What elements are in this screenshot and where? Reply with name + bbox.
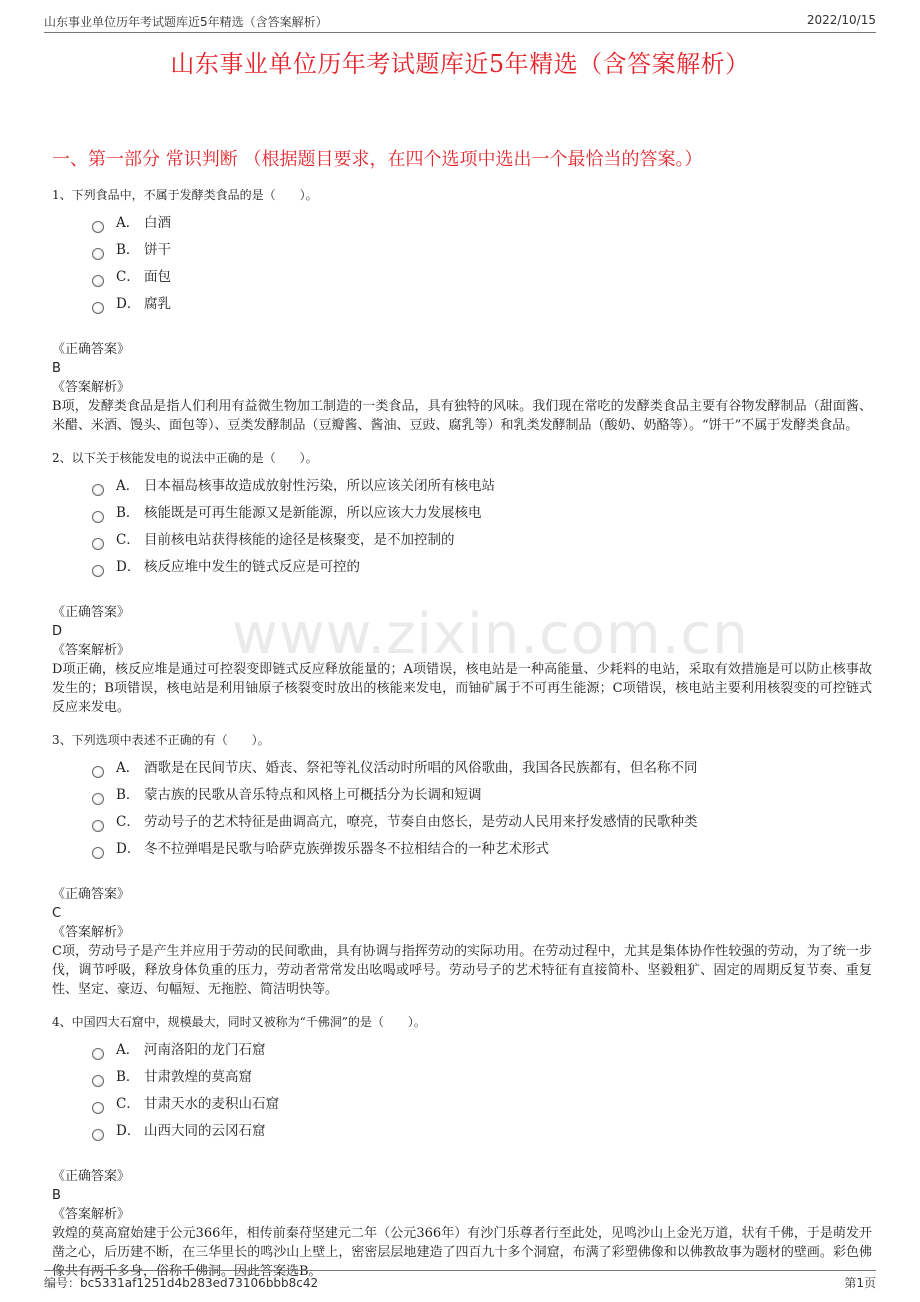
option-b[interactable] [52,782,872,809]
option-text: 核反应堆中发生的链式反应是可控的 [144,559,360,575]
answer-value: B [52,361,61,376]
answer-block [52,603,872,717]
option-text: 腐乳 [144,296,171,312]
question-stem: 4、中国四大石窟中，规模最大，同时又被称为“千佛洞”的是（ ）。 [52,1015,426,1029]
option-text: 河南洛阳的龙门石窟 [144,1042,266,1058]
option-letter: D． [116,559,141,575]
radio-button-icon[interactable] [92,820,104,832]
option-text: 甘肃天水的麦积山石窟 [144,1096,279,1112]
question-stem: 3、下列选项中表述不正确的有（ ）。 [52,733,270,747]
radio-button-icon[interactable] [92,1075,104,1087]
option-text: 酒歌是在民间节庆、婚丧、祭祀等礼仪活动时所唱的风俗歌曲，我国各民族都有，但名称不同 [144,760,698,776]
radio-button-icon[interactable] [92,275,104,287]
explanation-text: B项，发酵类食品是指人们利用有益微生物加工制造的一类食品，具有独特的风味。我们现在常吃的发酵类食品主要有谷物发酵制品（甜面酱、米醋、米酒、馒头、面包等）、豆类发酵制品（豆瓣酱、酱油、豆豉、腐乳等）和乳类发酵制品（酸奶、奶酪等）。“饼干”不属于发酵类食品。 [52,399,872,433]
explanation-text: 敦煌的莫高窟始建于公元366年，相传前秦苻坚建元二年（公元366年）有沙门乐尊者行至此处，见鸣沙山上金光万道，状有千佛，于是萌发开凿之心，后历建不断，在三华里长的鸣沙山上壁上，密密层层地建造了四百九十多个洞窟，布满了彩塑佛像和以佛教故事为题材的壁画。彩色佛像共有两千多身，俗称千佛洞。因此答案选B。 [52,1226,872,1279]
explanation-text: D项正确，核反应堆是通过可控裂变即链式反应释放能量的；A项错误，核电站是一种高能量、少耗料的电站，采取有效措施是可以防止核事故发生的；B项错误，核电站是利用铀原子核裂变时放出的核能来发电，而铀矿属于不可再生能源；C项错误，核电站主要利用核裂变的可控链式反应来发电。 [52,662,872,715]
option-text: 山西大同的云冈石窟 [144,1123,266,1139]
explanation-label: 《答案解析》 [52,643,131,658]
option-d[interactable] [52,836,872,863]
explanation-label: 《答案解析》 [52,380,131,395]
radio-button-icon[interactable] [92,766,104,778]
header-title: 山东事业单位历年考试题库近5年精选（含答案解析） [44,15,328,29]
option-text: 饼干 [144,242,171,258]
option-c[interactable] [52,527,872,554]
option-c[interactable] [52,1091,872,1118]
option-letter: B． [116,505,140,521]
radio-button-icon[interactable] [92,248,104,260]
option-d[interactable] [52,554,872,581]
explanation-label: 《答案解析》 [52,1207,131,1222]
answer-value: B [52,1188,61,1203]
option-text: 日本福岛核事故造成放射性污染，所以应该关闭所有核电站 [144,478,495,494]
answer-block [52,885,872,999]
radio-button-icon[interactable] [92,565,104,577]
answer-block [52,340,872,435]
page-number: 第1页 [844,1276,876,1290]
option-letter: A． [116,760,140,776]
page-footer [44,1270,876,1291]
document-title: 山东事业单位历年考试题库近5年精选（含答案解析） [170,50,750,78]
option-text: 劳动号子的艺术特征是曲调高亢，嘹亮，节奏自由悠长，是劳动人民用来抒发感情的民歌种类 [144,814,698,830]
option-letter: C． [116,532,140,548]
question-2 [52,449,872,717]
question-stem: 1、下列食品中，不属于发酵类食品的是（ ）。 [52,188,318,202]
question-list [52,186,872,1295]
answer-block [52,1167,872,1281]
radio-button-icon[interactable] [92,221,104,233]
answer-label: 《正确答案》 [52,342,131,357]
option-a[interactable] [52,1037,872,1064]
radio-button-icon[interactable] [92,484,104,496]
answer-label: 《正确答案》 [52,605,131,620]
header-date: 2022/10/15 [806,13,876,27]
section-title: 一、第一部分 常识判断 （根据题目要求，在四个选项中选出一个最恰当的答案。） [52,149,703,170]
option-letter: B． [116,242,140,258]
option-b[interactable] [52,500,872,527]
question-1 [52,186,872,435]
option-letter: A． [116,478,140,494]
option-text: 目前核电站获得核能的途径是核聚变，是不加控制的 [144,532,455,548]
option-c[interactable] [52,809,872,836]
option-a[interactable] [52,473,872,500]
option-d[interactable] [52,1118,872,1145]
option-c[interactable] [52,264,872,291]
radio-button-icon[interactable] [92,302,104,314]
radio-button-icon[interactable] [92,1102,104,1114]
page-header [44,10,876,33]
option-letter: B． [116,1069,140,1085]
radio-button-icon[interactable] [92,793,104,805]
radio-button-icon[interactable] [92,511,104,523]
document-id: 编号：bc5331af1251d4b283ed73106bbb8c42 [44,1276,319,1290]
radio-button-icon[interactable] [92,1129,104,1141]
radio-button-icon[interactable] [92,847,104,859]
radio-button-icon[interactable] [92,1048,104,1060]
option-letter: C． [116,814,140,830]
option-letter: D． [116,296,141,312]
answer-label: 《正确答案》 [52,1169,131,1184]
option-b[interactable] [52,1064,872,1091]
option-b[interactable] [52,237,872,264]
question-stem: 2、以下关于核能发电的说法中正确的是（ ）。 [52,451,318,465]
option-letter: D． [116,841,141,857]
option-letter: C． [116,269,140,285]
option-text: 甘肃敦煌的莫高窟 [144,1069,252,1085]
option-text: 蒙古族的民歌从音乐特点和风格上可概括分为长调和短调 [144,787,482,803]
option-letter: A． [116,1042,140,1058]
question-4 [52,1013,872,1281]
option-letter: C． [116,1096,140,1112]
answer-value: D [52,624,63,639]
watermark: www.zixin.com.cn [232,602,749,667]
option-text: 白酒 [144,215,171,231]
explanation-text: C项，劳动号子是产生并应用于劳动的民间歌曲，具有协调与指挥劳动的实际功用。在劳动过程中，尤其是集体协作性较强的劳动，为了统一步伐，调节呼吸，释放身体负重的压力，劳动者常常发出吆喝或呼号。劳动号子的艺术特征有直接简朴、坚毅粗犷、固定的周期反复节奏、重复性、坚定、豪迈、句幅短、无拖腔、简洁明快等。 [52,944,872,997]
answer-value: C [52,906,62,921]
option-d[interactable] [52,291,872,318]
explanation-label: 《答案解析》 [52,925,131,940]
option-text: 面包 [144,269,171,285]
option-text: 冬不拉弹唱是民歌与哈萨克族弹拨乐器冬不拉相结合的一种艺术形式 [144,841,549,857]
option-a[interactable] [52,210,872,237]
question-3 [52,731,872,999]
radio-button-icon[interactable] [92,538,104,550]
option-a[interactable] [52,755,872,782]
option-text: 核能既是可再生能源又是新能源，所以应该大力发展核电 [144,505,482,521]
option-letter: A． [116,215,140,231]
answer-label: 《正确答案》 [52,887,131,902]
option-letter: B． [116,787,140,803]
option-letter: D． [116,1123,141,1139]
